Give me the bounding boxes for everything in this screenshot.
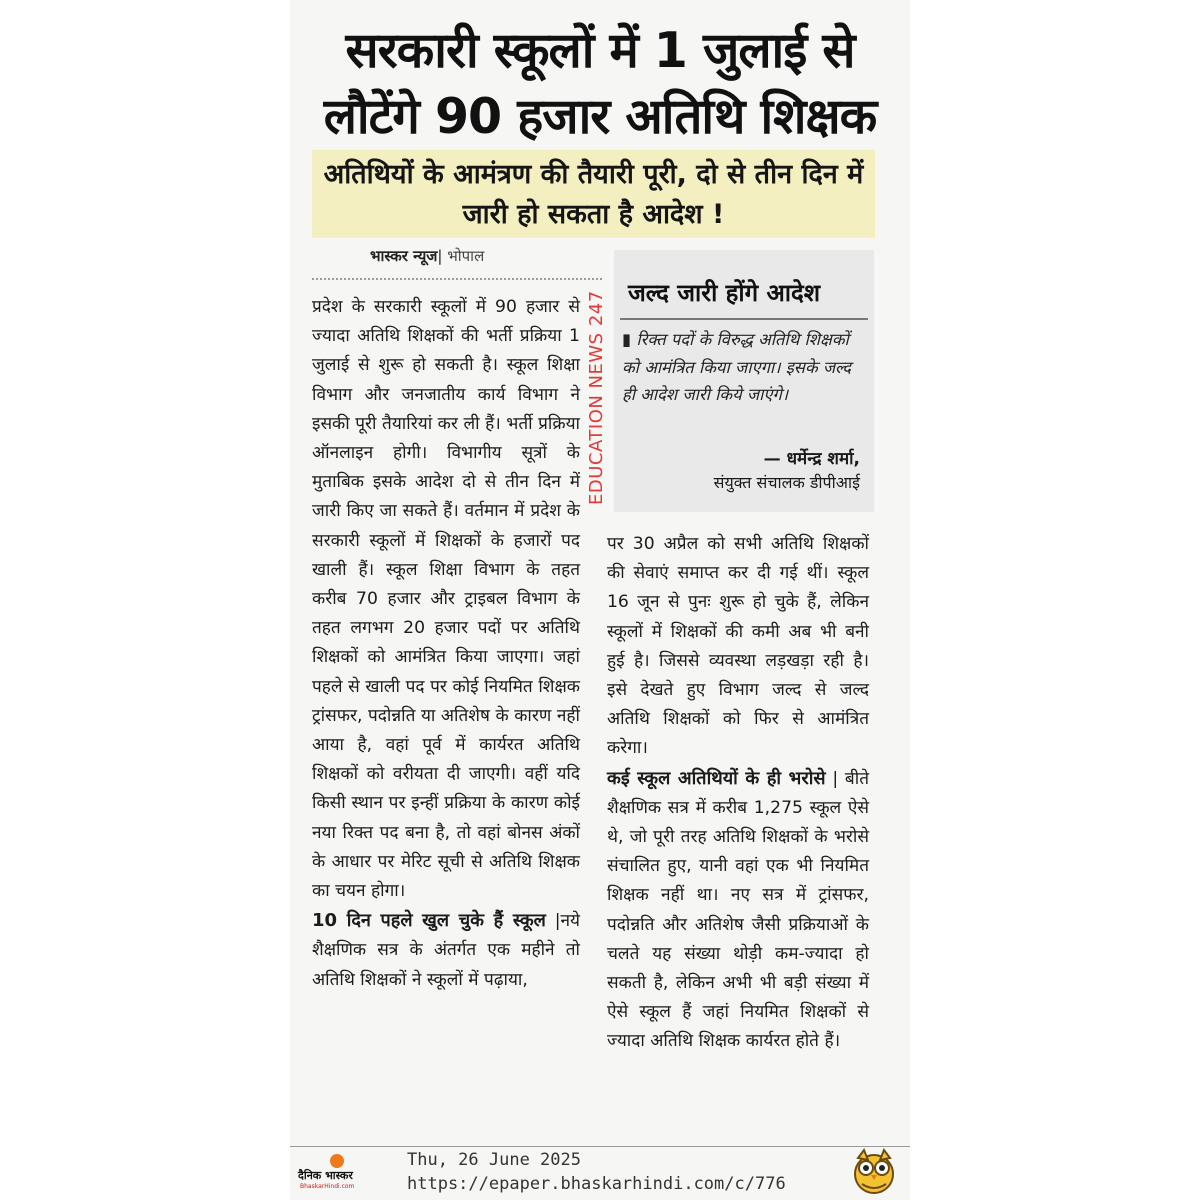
byline-city: भोपाल xyxy=(447,247,485,265)
article-paragraph: प्रदेश के सरकारी स्कूलों में 90 हजार से ज्यादा अतिथि शिक्षकों की भर्ती प्रक्रिया 1 जुलाई से शुरू हो सकती है। स्कूल शिक्षा विभाग और जनजातीय कार्य विभाग ने इसकी पूरी तैयारियां कर ली हैं। भर्ती प्रक्रिया ऑनलाइन होगी। विभागीय सूत्रों के मुताबिक इसके आदेश दो से तीन दिन में जारी किए जा सकते हैं। वर्तमान में प्रदेश के सरकारी स्कूलों में शिक्षकों के हजारों पद खाली हैं। स्कूल शिक्षा विभाग के तहत करीब 70 हजार और ट्राइबल विभाग के तहत लगभग 20 हजार पदों पर अतिथि शिक्षकों को आमंत्रित किया जाएगा। जहां पहले से खाली पद पर कोई नियमित शिक्षक ट्रांसफर, पदोन्नति या अतिशेष के कारण नहीं आया है, वहां पूर्व में कार्यरत अतिथि शिक्षकों को वरीयता दी जाएगी। वहीं यदि किसी स्थान पर इन्हीं प्रक्रिया के कारण कोई नया रिक्त पद बना है, तो वहां बोनस अंकों के आधार पर मेरिट सूची से अतिथि शिक्षक का चयन होगा। xyxy=(312,297,580,902)
sidebar-divider xyxy=(620,318,868,320)
section-subheading: कई स्कूल अतिथियों के ही भरोसे xyxy=(607,767,826,789)
article-paragraph: | बीते शैक्षणिक सत्र में करीब 1,275 स्कूल ऐसे थे, जो पूरी तरह अतिथि शिक्षकों के भरोसे संचालित हुए, यानी वहां एक भी नियमित शिक्षक नहीं था। नए सत्र में ट्रांसफर, पदोन्नति और अतिशेष जैसी प्रक्रियाओं के चलते यह संख्या थोड़ी कम-ज्यादा हो सकती है, लेकिन अभी भी बड़ी संख्या में ऐसे स्कूल हैं जहां नियमित शिक्षकों से ज्यादा अतिथि शिक्षक कार्यरत होते हैं। xyxy=(607,768,869,1052)
article-paragraph: |नये शैक्षणिक सत्र के अंतर्गत एक महीने तो अतिथि शिक्षकों ने स्कूलों में पढ़ाया, xyxy=(312,911,580,990)
sidebar-author-role: संयुक्त संचालक डीपीआई xyxy=(713,473,860,492)
divider xyxy=(312,278,602,280)
section-subheading: 10 दिन पहले खुल चुके हैं स्कूल xyxy=(312,910,546,932)
footer-info xyxy=(407,1148,786,1196)
owl-icon xyxy=(852,1146,896,1194)
byline-source: भास्कर न्यूज xyxy=(370,247,438,265)
article-column-left xyxy=(312,293,580,995)
publication-date: Thu, 26 June 2025 xyxy=(407,1150,581,1170)
byline: भास्कर न्यूज| भोपाल xyxy=(370,247,485,265)
footer-divider xyxy=(290,1146,910,1147)
sidebar-quote: ▮ रिक्त पदों के विरुद्ध अतिथि शिक्षकों को आमंत्रित किया जाएगा। इसके जल्द ही आदेश जारी किये जाएंगे। xyxy=(622,330,851,404)
logo-subtext: BhaskarHindi.com xyxy=(300,1183,355,1190)
sidebar-title: जल्द जारी होंगे आदेश xyxy=(628,279,821,307)
subheadline: अतिथियों के आमंत्रण की तैयारी पूरी, दो से तीन दिन में जारी हो सकता है आदेश ! xyxy=(323,159,864,230)
watermark: EDUCATION NEWS 247 xyxy=(586,290,607,505)
headline: सरकारी स्कूलों में 1 जुलाई से लौटेंगे 90 हजार अतिथि शिक्षक xyxy=(323,22,877,145)
article-paragraph: पर 30 अप्रैल को सभी अतिथि शिक्षकों की सेवाएं समाप्त कर दी गई थीं। स्कूल 16 जून से पुनः शुरू हो चुके हैं, लेकिन स्कूलों में शिक्षकों की कमी अब भी बनी हुई है। जिससे व्यवस्था लड़खड़ा रही है। इसे देखते हुए विभाग जल्द से जल्द अतिथि शिक्षकों को फिर से आमंत्रित करेगा। xyxy=(607,534,869,759)
newspaper-logo xyxy=(298,1154,388,1194)
sun-icon xyxy=(330,1154,344,1168)
source-url[interactable]: https://epaper.bhaskarhindi.com/c/776 xyxy=(407,1174,786,1194)
article-column-right xyxy=(607,530,869,1057)
logo-text: दैनिक भास्कर xyxy=(298,1169,353,1182)
sidebar-quote-author: — धर्मेन्द्र शर्मा, xyxy=(763,449,860,469)
